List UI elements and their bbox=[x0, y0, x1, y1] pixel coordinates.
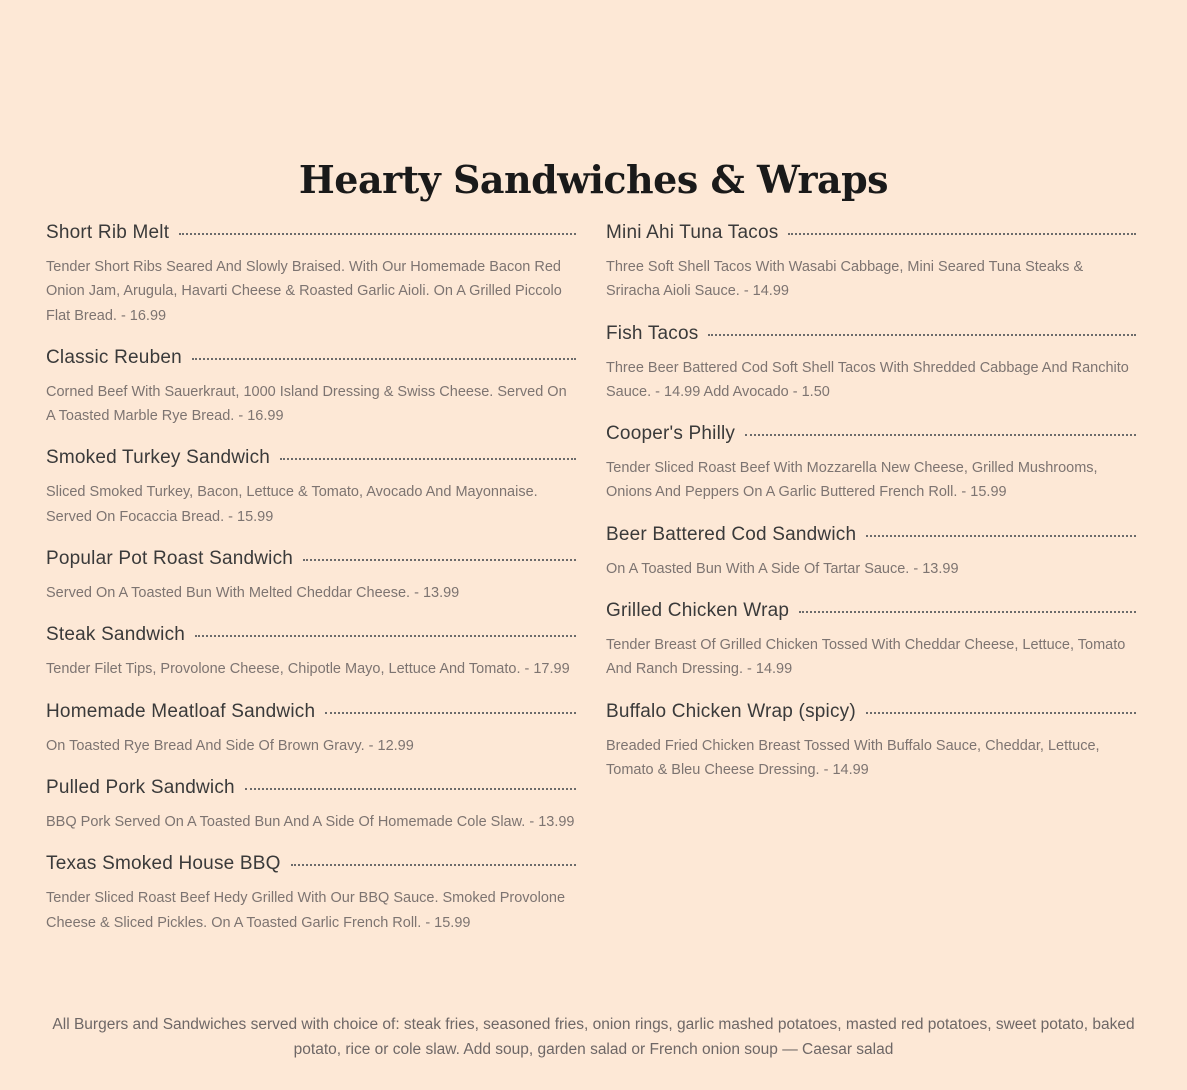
menu-item-description: Tender Sliced Roast Beef Hedy Grilled With Our BBQ Sauce. Smoked Provolone Cheese & Sliced Pickles. On A Toasted Garlic French Roll. - 15.99 bbox=[46, 890, 566, 931]
menu-item-header bbox=[606, 220, 1136, 246]
menu-item bbox=[606, 220, 1136, 304]
menu-item-description: On Toasted Rye Bread And Side Of Brown Gravy. - 12.99 bbox=[46, 737, 414, 754]
menu-item-name: Popular Pot Roast Sandwich bbox=[46, 548, 294, 570]
menu-item bbox=[46, 622, 576, 681]
menu-item-header bbox=[46, 445, 576, 471]
menu-item bbox=[606, 699, 1136, 783]
menu-item-name: Grilled Chicken Wrap bbox=[606, 600, 790, 622]
menu-item-name: Beer Battered Cod Sandwich bbox=[606, 523, 857, 545]
menu-item-header bbox=[46, 546, 576, 572]
dotted-leader bbox=[195, 635, 576, 637]
menu-item-name: Pulled Pork Sandwich bbox=[46, 776, 235, 798]
menu-item-description: On A Toasted Bun With A Side Of Tartar Sauce. - 13.99 bbox=[606, 560, 959, 577]
dotted-leader bbox=[866, 712, 1136, 714]
menu-item bbox=[46, 220, 576, 328]
menu-item-header bbox=[46, 345, 576, 371]
menu-column-left bbox=[46, 220, 576, 935]
dotted-leader bbox=[799, 611, 1136, 613]
sides-footnote: All Burgers and Sandwiches served with choice of: steak fries, seasoned fries, onion rings, garlic mashed potatoes, masted red potatoes, sweet potato, baked potato, rice or cole slaw. Add soup, garden salad or French onion soup — Caesar salad bbox=[52, 1016, 1135, 1058]
menu-item-header bbox=[46, 622, 576, 648]
menu-item-description: Three Beer Battered Cod Soft Shell Tacos With Shredded Cabbage And Ranchito Sauce. - 14.99 Add Avocado - 1.50 bbox=[606, 359, 1129, 400]
menu-item-header bbox=[46, 775, 576, 801]
menu-item-name: Cooper's Philly bbox=[606, 423, 736, 445]
menu-item bbox=[46, 445, 576, 529]
dotted-leader bbox=[788, 233, 1136, 235]
dotted-leader bbox=[179, 233, 576, 235]
menu-item-name: Buffalo Chicken Wrap (spicy) bbox=[606, 700, 856, 722]
menu-item-description: Corned Beef With Sauerkraut, 1000 Island Dressing & Swiss Cheese. Served On A Toasted Marble Rye Bread. - 16.99 bbox=[46, 383, 567, 425]
menu-item-header bbox=[606, 421, 1136, 447]
menu-item-header bbox=[606, 522, 1136, 548]
menu-item-header bbox=[46, 699, 576, 725]
menu-item-header bbox=[606, 699, 1136, 725]
menu-item-header bbox=[606, 598, 1136, 624]
menu-item-name: Texas Smoked House BBQ bbox=[46, 853, 281, 875]
menu-section-title: Hearty Sandwiches & Wraps bbox=[298, 157, 889, 202]
menu-item-description: Three Soft Shell Tacos With Wasabi Cabbage, Mini Seared Tuna Steaks & Sriracha Aioli Sauce. - 14.99 bbox=[606, 259, 1084, 300]
menu-item-name: Steak Sandwich bbox=[46, 624, 186, 646]
dotted-leader bbox=[192, 358, 576, 360]
menu-item-description: Tender Short Ribs Seared And Slowly Braised. With Our Homemade Bacon Red Onion Jam, Arugula, Havarti Cheese & Roasted Garlic Aioli. On A Grilled Piccolo Flat Bread. - 16.99 bbox=[46, 259, 562, 324]
menu-item-header bbox=[46, 851, 576, 877]
menu-item-name: Smoked Turkey Sandwich bbox=[46, 447, 271, 469]
dotted-leader bbox=[745, 434, 1136, 436]
menu-item bbox=[46, 851, 576, 935]
menu-item bbox=[46, 546, 576, 605]
dotted-leader bbox=[708, 334, 1136, 336]
menu-item-header bbox=[606, 321, 1136, 347]
menu-item bbox=[606, 321, 1136, 405]
menu-item-name: Fish Tacos bbox=[606, 322, 699, 344]
menu-item bbox=[46, 345, 576, 429]
menu-item-description: Tender Filet Tips, Provolone Cheese, Chipotle Mayo, Lettuce And Tomato. - 17.99 bbox=[46, 661, 570, 678]
menu-item-name: Classic Reuben bbox=[46, 346, 182, 368]
menu-item-description: Tender Breast Of Grilled Chicken Tossed With Cheddar Cheese, Lettuce, Tomato And Ranch Dressing. - 14.99 bbox=[606, 637, 1126, 678]
menu-item bbox=[606, 421, 1136, 505]
dotted-leader bbox=[325, 712, 576, 714]
menu-item-description: BBQ Pork Served On A Toasted Bun And A Side Of Homemade Cole Slaw. - 13.99 bbox=[46, 813, 575, 830]
dotted-leader bbox=[866, 535, 1136, 537]
menu-item-name: Mini Ahi Tuna Tacos bbox=[606, 222, 779, 243]
menu-item-description: Breaded Fried Chicken Breast Tossed With Buffalo Sauce, Cheddar, Lettuce, Tomato & Bleu Cheese Dressing. - 14.99 bbox=[606, 737, 1100, 778]
menu-item bbox=[606, 598, 1136, 682]
dotted-leader bbox=[280, 458, 576, 460]
menu-column-right bbox=[606, 220, 1136, 782]
dotted-leader bbox=[303, 559, 576, 561]
menu-item-description: Sliced Smoked Turkey, Bacon, Lettuce & Tomato, Avocado And Mayonnaise. Served On Focaccia Bread. - 15.99 bbox=[46, 484, 538, 525]
menu-item-name: Short Rib Melt bbox=[46, 222, 170, 243]
menu-item bbox=[606, 522, 1136, 581]
menu-item bbox=[46, 775, 576, 834]
menu-item-description: Tender Sliced Roast Beef With Mozzarella New Cheese, Grilled Mushrooms, Onions And Peppers On A Garlic Buttered French Roll. - 15.99 bbox=[606, 460, 1098, 501]
menu-item-description: Served On A Toasted Bun With Melted Cheddar Cheese. - 13.99 bbox=[46, 585, 460, 602]
menu-item-name: Homemade Meatloaf Sandwich bbox=[46, 700, 316, 722]
menu-item-header bbox=[46, 220, 576, 246]
menu-item bbox=[46, 699, 576, 758]
dotted-leader bbox=[245, 788, 576, 790]
dotted-leader bbox=[291, 864, 576, 866]
